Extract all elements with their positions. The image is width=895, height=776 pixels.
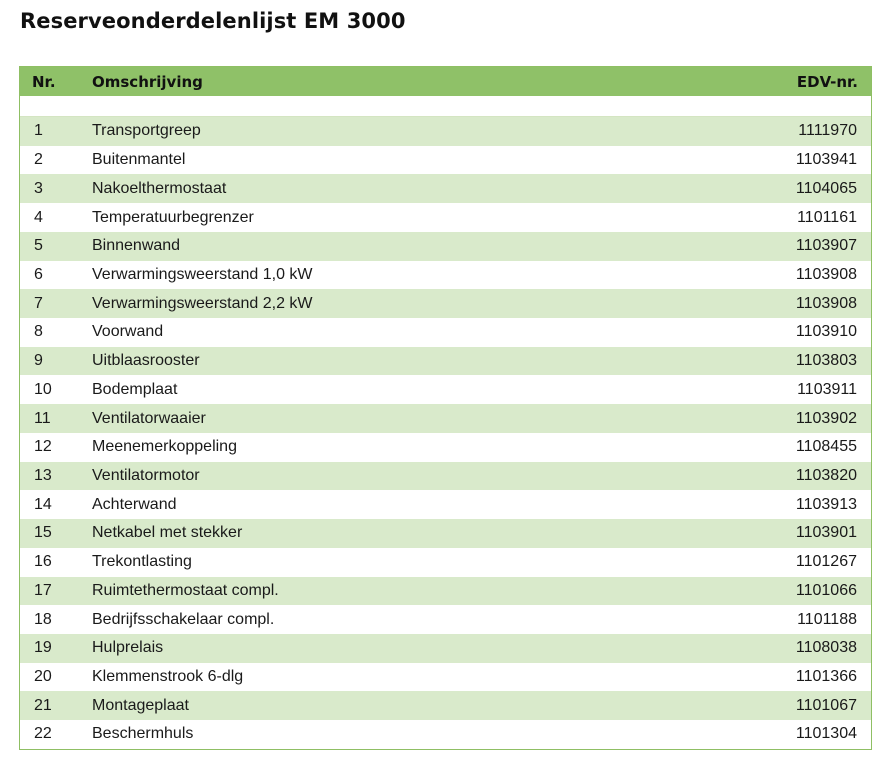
row-description: Uitblaasrooster bbox=[92, 352, 200, 370]
row-edv: 1101066 bbox=[795, 581, 857, 599]
row-description: Beschermhuls bbox=[92, 725, 194, 743]
row-description: Ruimtethermostaat compl. bbox=[92, 581, 279, 599]
table-row bbox=[20, 347, 871, 376]
row-edv: 1103908 bbox=[795, 265, 857, 283]
header-edv: EDV-nr. bbox=[796, 72, 858, 91]
row-description: Voorwand bbox=[92, 323, 164, 341]
row-description: Ventilatorwaaier bbox=[92, 409, 206, 427]
row-edv: 1108455 bbox=[795, 438, 857, 456]
row-description: Trekontlasting bbox=[92, 553, 192, 571]
row-nr: 5 bbox=[34, 237, 43, 255]
row-nr: 7 bbox=[34, 294, 43, 312]
row-nr: 22 bbox=[34, 725, 52, 743]
table-row bbox=[20, 375, 871, 404]
row-description: Meenemerkoppeling bbox=[92, 438, 237, 456]
parts-table bbox=[19, 66, 872, 750]
table-row bbox=[20, 490, 871, 519]
table-row bbox=[20, 577, 871, 606]
row-nr: 21 bbox=[34, 696, 52, 714]
row-edv: 1101304 bbox=[795, 725, 857, 743]
row-nr: 4 bbox=[34, 208, 43, 226]
row-description: Verwarmingsweerstand 1,0 kW bbox=[92, 265, 313, 283]
table-row bbox=[20, 605, 871, 634]
row-nr: 18 bbox=[34, 610, 52, 628]
row-description: Verwarmingsweerstand 2,2 kW bbox=[92, 294, 313, 312]
row-description: Netkabel met stekker bbox=[92, 524, 243, 542]
table-body bbox=[20, 117, 871, 749]
table-row bbox=[20, 203, 871, 232]
row-edv: 1103910 bbox=[795, 323, 857, 341]
row-edv: 1111970 bbox=[798, 122, 857, 140]
row-edv: 1101067 bbox=[795, 696, 857, 714]
row-edv: 1103911 bbox=[797, 380, 857, 398]
table-row bbox=[20, 261, 871, 290]
table-spacer bbox=[20, 96, 871, 117]
row-description: Montageplaat bbox=[92, 696, 189, 714]
row-nr: 13 bbox=[34, 466, 52, 484]
table-row bbox=[20, 174, 871, 203]
table-row bbox=[20, 519, 871, 548]
row-description: Transportgreep bbox=[92, 122, 201, 140]
table-row bbox=[20, 232, 871, 261]
table-row bbox=[20, 433, 871, 462]
row-nr: 8 bbox=[34, 323, 43, 341]
table-row bbox=[20, 146, 871, 175]
table-row bbox=[20, 548, 871, 577]
table-row bbox=[20, 720, 871, 749]
row-edv: 1103913 bbox=[795, 495, 857, 513]
header-description: Omschrijving bbox=[92, 72, 203, 91]
row-nr: 20 bbox=[34, 668, 52, 686]
row-description: Bedrijfsschakelaar compl. bbox=[92, 610, 275, 628]
row-description: Bodemplaat bbox=[92, 380, 178, 398]
row-description: Nakoelthermostaat bbox=[92, 179, 227, 197]
table-row bbox=[20, 318, 871, 347]
row-nr: 12 bbox=[34, 438, 52, 456]
table-row bbox=[20, 404, 871, 433]
row-nr: 11 bbox=[34, 409, 51, 427]
row-edv: 1103908 bbox=[795, 294, 857, 312]
row-nr: 10 bbox=[34, 380, 52, 398]
row-nr: 16 bbox=[34, 553, 52, 571]
row-nr: 15 bbox=[34, 524, 52, 542]
row-edv: 1108038 bbox=[795, 639, 857, 657]
table-row bbox=[20, 663, 871, 692]
row-edv: 1101366 bbox=[795, 668, 857, 686]
row-nr: 2 bbox=[34, 151, 43, 169]
row-nr: 14 bbox=[34, 495, 52, 513]
row-description: Hulprelais bbox=[92, 639, 164, 657]
table-row bbox=[20, 462, 871, 491]
row-edv: 1103901 bbox=[795, 524, 857, 542]
table-row bbox=[20, 634, 871, 663]
row-nr: 1 bbox=[34, 122, 43, 140]
row-description: Buitenmantel bbox=[92, 151, 186, 169]
row-nr: 9 bbox=[34, 352, 43, 370]
header-nr: Nr. bbox=[32, 72, 56, 91]
row-nr: 3 bbox=[34, 179, 43, 197]
row-edv: 1101188 bbox=[797, 610, 857, 628]
row-edv: 1101267 bbox=[795, 553, 857, 571]
row-nr: 19 bbox=[34, 639, 52, 657]
row-description: Achterwand bbox=[92, 495, 177, 513]
row-edv: 1103941 bbox=[795, 151, 857, 169]
row-description: Ventilatormotor bbox=[92, 466, 200, 484]
table-row bbox=[20, 117, 871, 146]
row-edv: 1103902 bbox=[795, 409, 857, 427]
row-edv: 1103907 bbox=[795, 237, 857, 255]
row-edv: 1104065 bbox=[795, 179, 857, 197]
table-row bbox=[20, 289, 871, 318]
row-description: Binnenwand bbox=[92, 237, 181, 255]
table-header bbox=[20, 67, 871, 96]
row-nr: 17 bbox=[34, 581, 52, 599]
row-edv: 1101161 bbox=[797, 208, 857, 226]
row-edv: 1103820 bbox=[795, 466, 857, 484]
table-row bbox=[20, 691, 871, 720]
row-description: Temperatuurbegrenzer bbox=[92, 208, 254, 226]
row-description: Klemmenstrook 6-dlg bbox=[92, 668, 244, 686]
row-edv: 1103803 bbox=[795, 352, 857, 370]
page-title: Reserveonderdelenlijst EM 3000 bbox=[20, 9, 406, 33]
row-nr: 6 bbox=[34, 265, 43, 283]
